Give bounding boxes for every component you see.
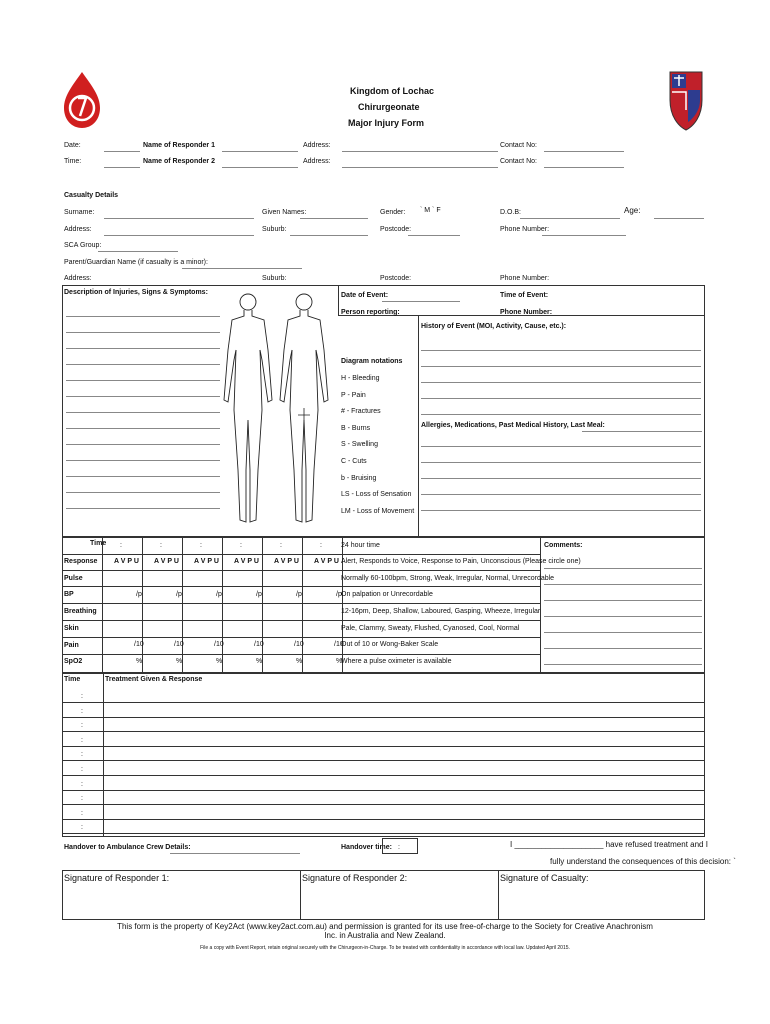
postcode2-label: Postcode: (380, 275, 412, 282)
description-line[interactable] (66, 316, 220, 317)
handover-time-box[interactable] (382, 838, 418, 854)
notations-title: Diagram notations (341, 358, 403, 365)
given-names-line[interactable] (300, 218, 368, 219)
obs-row-label: Skin (64, 624, 79, 632)
obs-legend: On palpation or Unrecordable (341, 591, 433, 598)
history-line[interactable] (421, 366, 701, 367)
obs-row-line (62, 603, 540, 604)
spo2-unit: % (216, 658, 223, 665)
sca-group-label: SCA Group: (64, 242, 102, 249)
treatment-heading: Treatment Given & Response (105, 676, 203, 683)
obs-time-colon[interactable]: : (120, 542, 122, 549)
obs-row-line (62, 586, 540, 587)
diagram-notation: LS - Loss of Sensation (341, 491, 412, 499)
description-line[interactable] (66, 332, 220, 333)
diagram-notation: H - Bleeding (341, 375, 380, 382)
description-line[interactable] (66, 492, 220, 493)
treatment-time-colon[interactable]: : (81, 795, 83, 803)
casualty-heading: Casualty Details (64, 192, 119, 199)
obs-row-line (62, 620, 540, 621)
address1-label: Address: (303, 142, 331, 149)
avpu-options[interactable]: A V P U (154, 558, 179, 565)
refuse-statement: I ____________________ have refused treatment and I (510, 840, 708, 849)
pain-unit: /10 (174, 641, 184, 648)
treatment-time-colon[interactable]: : (81, 824, 83, 832)
treatment-time-colon[interactable]: : (81, 736, 83, 744)
obs-time-colon[interactable]: : (200, 542, 202, 549)
given-names-label: Given Names: (262, 209, 307, 216)
spo2-unit: % (256, 658, 263, 665)
obs-row-label: Pulse (64, 574, 83, 582)
diagram-notation: LM - Loss of Movement (341, 507, 415, 515)
bp-unit: /p (216, 591, 222, 598)
phone-number-label: Phone Number: (500, 309, 553, 316)
lochac-shield-icon (668, 70, 704, 132)
age-label: Age: (624, 206, 641, 215)
history-line[interactable] (421, 398, 701, 399)
pain-unit: /10 (294, 641, 304, 648)
treatment-time-colon[interactable]: : (81, 751, 83, 759)
diagram-notation: # - Fractures (341, 408, 381, 416)
history-line[interactable] (421, 382, 701, 383)
spo2-unit: % (336, 658, 343, 665)
date-event-line[interactable] (382, 301, 460, 302)
obs-row-line (62, 654, 540, 655)
date-label: Date: (64, 142, 81, 149)
treatment-row-line (62, 775, 705, 776)
signature-casualty[interactable]: Signature of Casualty: (500, 873, 589, 883)
contact2-label: Contact No: (500, 158, 537, 165)
treatment-row-line (62, 717, 705, 718)
comments-line[interactable] (544, 664, 702, 665)
allergy-line[interactable] (421, 446, 701, 447)
address2-line[interactable] (342, 167, 498, 168)
phone-line[interactable] (542, 235, 626, 236)
history-line[interactable] (421, 350, 701, 351)
treatment-row-line (62, 804, 705, 805)
postcode-line[interactable] (408, 235, 460, 236)
gender-label: Gender: (380, 209, 406, 216)
address2-label: Address: (64, 275, 92, 282)
treatment-time-colon[interactable]: : (81, 707, 83, 715)
comments-line[interactable] (544, 616, 702, 617)
obs-row-line (62, 637, 540, 638)
contact2-line[interactable] (544, 167, 624, 168)
surname-line[interactable] (104, 218, 254, 219)
obs-col-line (142, 537, 143, 673)
obs-col-line (102, 537, 103, 673)
contact1-line[interactable] (544, 151, 624, 152)
treatment-row-line (62, 731, 705, 732)
pain-unit: /10 (134, 641, 144, 648)
guardian-line[interactable] (182, 268, 302, 269)
comments-line[interactable] (544, 648, 702, 649)
obs-row-label: Pain (64, 641, 79, 649)
phone2-label: Phone Number: (500, 275, 550, 282)
bp-unit: /p (256, 591, 262, 598)
treatment-time-colon[interactable]: : (81, 809, 83, 817)
postcode-label: Postcode: (380, 226, 412, 233)
responder1-line[interactable] (222, 151, 298, 152)
allergy-line[interactable] (421, 462, 701, 463)
description-line[interactable] (66, 396, 220, 397)
allergy-line[interactable] (421, 510, 701, 511)
description-line[interactable] (66, 460, 220, 461)
suburb-label: Suburb: (262, 226, 287, 233)
time-label: Time: (64, 158, 82, 165)
bp-unit: /p (336, 591, 342, 598)
signature-responder2[interactable]: Signature of Responder 2: (302, 873, 408, 883)
obs-legend: Alert, Responds to Voice, Response to Pain, Unconscious (Please circle one) (341, 558, 581, 565)
footer-filing: File a copy with Event Report, retain original securely with the Chirurgeon-in-Charge. To be treated with confidentiality in accordance with local law. Updated April 2015. (200, 945, 570, 951)
avpu-options[interactable]: A V P U (114, 558, 139, 565)
handover-ambulance-line[interactable] (170, 853, 300, 854)
refuse-statement-2: fully understand the consequences of this decision: ` (550, 857, 736, 866)
date-event-label: Date of Event: (341, 292, 389, 299)
obs-row-line (62, 554, 540, 555)
title-form: Major Injury Form (348, 118, 425, 128)
obs-time-label: Time (90, 540, 107, 547)
obs-col-line (182, 537, 183, 673)
phone-label: Phone Number: (500, 226, 550, 233)
dob-label: D.O.B: (500, 209, 522, 216)
bp-unit: /p (176, 591, 182, 598)
treatment-time-colon[interactable]: : (81, 766, 83, 773)
address-label: Address: (64, 226, 92, 233)
avpu-options[interactable]: A V P U (234, 558, 259, 565)
spo2-unit: % (296, 658, 303, 665)
treatment-row-line (62, 833, 705, 834)
time-event-label: Time of Event: (500, 292, 549, 299)
responder2-label: Name of Responder 2 (143, 158, 215, 165)
description-label: Description of Injuries, Signs & Symptoms: (64, 289, 208, 296)
date-line[interactable] (104, 151, 140, 152)
treatment-box (62, 673, 705, 837)
body-diagram[interactable] (222, 290, 332, 530)
obs-row-label: BP (64, 591, 74, 599)
handover-time-label: Handover time: (341, 844, 392, 851)
obs-legend: 24 hour time (341, 542, 380, 549)
treatment-row-line (62, 760, 705, 761)
suburb-line[interactable] (290, 235, 368, 236)
obs-col-line (262, 537, 263, 673)
responder2-line[interactable] (222, 167, 298, 168)
treatment-time-label: Time (64, 676, 81, 683)
treatment-row-line (62, 746, 705, 747)
responder1-label: Name of Responder 1 (143, 142, 215, 149)
allergy-line[interactable] (421, 478, 701, 479)
address1-line[interactable] (342, 151, 498, 152)
avpu-options[interactable]: A V P U (194, 558, 219, 565)
sca-group-line[interactable] (98, 251, 178, 252)
signature-responder1[interactable]: Signature of Responder 1: (64, 873, 170, 883)
title-chirurgeonate: Chirurgeonate (358, 102, 420, 112)
spo2-unit: % (176, 658, 183, 665)
description-line[interactable] (66, 412, 220, 413)
title-kingdom: Kingdom of Lochac (350, 86, 434, 96)
comments-line[interactable] (544, 632, 702, 633)
description-line[interactable] (66, 364, 220, 365)
avpu-options[interactable]: A V P U (274, 558, 299, 565)
obs-row-line (62, 570, 540, 571)
obs-legend: Pale, Clammy, Sweaty, Flushed, Cyanosed, Cool, Normal (341, 625, 520, 632)
description-line[interactable] (66, 476, 220, 477)
pain-unit: /10 (254, 641, 264, 648)
treatment-time-colon[interactable]: : (81, 780, 83, 788)
obs-time-colon[interactable]: : (280, 542, 282, 549)
description-line[interactable] (66, 444, 220, 445)
obs-col-line (302, 537, 303, 673)
diagram-notation: S - Swelling (341, 441, 378, 449)
obs-legend: 12-16pm, Deep, Shallow, Laboured, Gasping, Wheeze, Irregular (341, 608, 541, 615)
dob-line[interactable] (520, 218, 620, 219)
obs-row-label: Breathing (64, 608, 97, 616)
history-label: History of Event (MOI, Activity, Cause, etc.): (421, 323, 567, 330)
allergy-line[interactable] (582, 431, 702, 432)
footer-ownership: This form is the property of Key2Act (www.key2act.com.au) and permission is granted for its use free-of-charge to the Society for Creative Anachronism Inc. in Australia and New Zealand. (117, 922, 653, 940)
suburb2-label: Suburb: (262, 275, 287, 282)
chirurgeonate-logo (62, 70, 102, 130)
spo2-unit: % (136, 658, 143, 665)
comments-line[interactable] (544, 568, 702, 569)
obs-col-line (222, 537, 223, 673)
obs-legend: Normally 60-100bpm, Strong, Weak, Irregular, Normal, Unrecordable (341, 575, 555, 582)
address-line[interactable] (104, 235, 254, 236)
obs-row-label: SpO2 (64, 658, 83, 666)
injury-box (62, 285, 705, 537)
bp-unit: /p (136, 591, 142, 598)
handover-ambulance-label: Handover to Ambulance Crew Details: (64, 844, 191, 851)
obs-row-label: Response (64, 558, 98, 565)
description-line[interactable] (66, 508, 220, 509)
bp-unit: /p (296, 591, 302, 598)
obs-legend: Where a pulse oximeter is available (341, 658, 452, 665)
diagram-notation: B - Burns (341, 424, 371, 432)
comments-line[interactable] (544, 584, 702, 585)
comments-label: Comments: (544, 542, 583, 549)
obs-time-colon[interactable]: : (240, 542, 242, 549)
diagram-notation: b - Bruising (341, 474, 377, 482)
history-line[interactable] (421, 414, 701, 415)
obs-legend: Out of 10 or Wong-Baker Scale (341, 641, 439, 648)
pain-unit: /10 (214, 641, 224, 648)
address2-label: Address: (303, 158, 331, 165)
allergy-line[interactable] (421, 494, 701, 495)
surname-label: Surname: (64, 209, 95, 216)
allergies-label: Allergies, Medications, Past Medical History, Last Meal: (421, 422, 605, 429)
description-line[interactable] (66, 348, 220, 349)
treatment-time-colon[interactable]: : (81, 693, 83, 700)
diagram-notation: P - Pain (341, 391, 366, 399)
description-line[interactable] (66, 380, 220, 381)
gender-options[interactable]: ` M ` F (420, 207, 441, 214)
contact1-label: Contact No: (500, 142, 537, 149)
treatment-time-colon[interactable]: : (81, 722, 83, 730)
treatment-row-line (62, 702, 705, 703)
diagram-notation: C - Cuts (341, 458, 367, 465)
obs-time-colon[interactable]: : (160, 542, 162, 549)
age-line[interactable] (654, 218, 704, 219)
obs-time-colon[interactable]: : (320, 542, 322, 549)
guardian-label: Parent/Guardian Name (if casualty is a minor): (64, 259, 208, 266)
treatment-row-line (62, 790, 705, 791)
person-reporting-label: Person reporting: (341, 309, 400, 316)
comments-line[interactable] (544, 600, 702, 601)
treatment-row-line (62, 819, 705, 820)
description-line[interactable] (66, 428, 220, 429)
handover-time-colon: : (398, 844, 400, 851)
avpu-options[interactable]: A V P U (314, 558, 339, 565)
pain-unit: /10 (334, 641, 344, 648)
time-line[interactable] (104, 167, 140, 168)
